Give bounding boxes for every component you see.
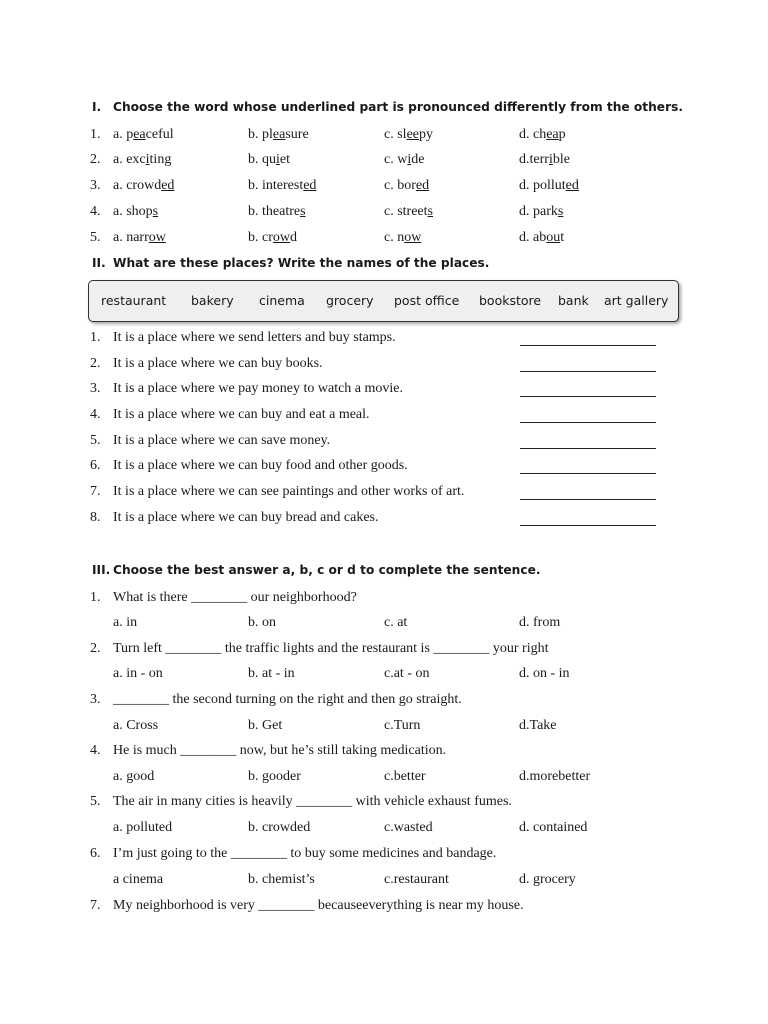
option-text: c. n — [384, 230, 405, 245]
option — [248, 230, 297, 246]
option — [113, 204, 158, 220]
item-number: 5. — [90, 433, 101, 448]
item-number: 6. — [90, 458, 101, 473]
option — [248, 178, 316, 194]
option-text: a. narr — [113, 230, 149, 245]
option-text: py — [419, 127, 433, 142]
option-text: b. cr — [248, 230, 273, 245]
underlined-part: ow — [148, 230, 166, 245]
option: d. grocery — [519, 872, 576, 887]
underlined-part: ea — [272, 127, 286, 142]
option — [113, 152, 171, 168]
option: d. on - in — [519, 666, 570, 681]
option — [113, 230, 166, 246]
question-text: The air in many cities is heavily ________ with vehicle exhaust fumes. — [113, 794, 512, 809]
option: b. gooder — [248, 769, 301, 784]
word-bank-item: restaurant — [101, 293, 167, 308]
option-text: de — [411, 152, 425, 167]
question-text: I’m just going to the ________ to buy some medicines and bandage. — [113, 846, 497, 861]
option — [248, 204, 306, 220]
underlined-part: i — [548, 152, 553, 167]
option: d.morebetter — [519, 769, 591, 784]
option-text: c. bor — [384, 178, 416, 193]
option — [519, 127, 566, 143]
underlined-part: ow — [404, 230, 422, 245]
option — [384, 127, 433, 143]
option-text: t — [560, 230, 565, 245]
word-bank-item: bank — [558, 293, 589, 308]
section-number: III. — [92, 563, 111, 577]
option: a. in - on — [113, 666, 163, 681]
item-number: 2. — [90, 641, 101, 656]
option-text: b. theatre — [248, 204, 301, 219]
item-number: 8. — [90, 510, 101, 525]
answer-blank — [520, 525, 656, 526]
section-title: Choose the word whose underlined part is pronounced differently from the others. — [113, 100, 683, 114]
underlined-part: ed — [303, 178, 317, 193]
option-text: a. shop — [113, 204, 153, 219]
question-text: Turn left ________ the traffic lights and the restaurant is ________ your right — [113, 641, 549, 656]
answer-blank — [520, 371, 656, 372]
item-number: 6. — [90, 846, 101, 861]
item-number: 5. — [90, 794, 101, 809]
option — [384, 230, 421, 246]
option-text: c. sl — [384, 127, 407, 142]
option: c. at — [384, 615, 408, 630]
option-text: d.terr — [519, 152, 549, 167]
option: a cinema — [113, 872, 164, 887]
option: d.Take — [519, 718, 557, 733]
underlined-part: ea — [546, 127, 559, 142]
option-text: a. exc — [113, 152, 146, 167]
underlined-part: s — [557, 204, 564, 219]
item-number: 4. — [90, 204, 101, 219]
underlined-part: i — [276, 152, 280, 167]
question-text: It is a place where we send letters and buy stamps. — [113, 330, 396, 345]
underlined-part: s — [427, 204, 433, 219]
option-text: c. w — [384, 152, 408, 167]
answer-blank — [520, 422, 656, 423]
answer-blank — [520, 473, 656, 474]
option-text: a. p — [113, 127, 134, 142]
option-text: d. ab — [519, 230, 547, 245]
option-text: b. pl — [248, 127, 273, 142]
question-text: My neighborhood is very ________ becauseeverything is near my house. — [113, 898, 524, 913]
option-text: b. interest — [248, 178, 304, 193]
underlined-part: i — [145, 152, 150, 167]
option: a. in — [113, 615, 138, 630]
underlined-part: ed — [415, 178, 430, 193]
option: a. polluted — [113, 820, 173, 835]
underlined-part: ee — [406, 127, 419, 142]
option — [519, 204, 563, 220]
underlined-part: ow — [272, 230, 291, 245]
option: c.better — [384, 769, 426, 784]
item-number: 3. — [90, 178, 101, 193]
question-text: What is there ________ our neighborhood? — [113, 590, 357, 605]
option: b. Get — [248, 718, 283, 733]
option — [384, 178, 429, 194]
item-number: 2. — [90, 356, 101, 371]
item-number: 7. — [90, 898, 101, 913]
option-text: d. ch — [519, 127, 547, 142]
option — [519, 230, 564, 246]
option-text: b. qu — [248, 152, 276, 167]
option — [248, 127, 309, 143]
underlined-part: ed — [161, 178, 175, 193]
option: c.wasted — [384, 820, 433, 835]
option: a. Cross — [113, 718, 159, 733]
section-number: I. — [92, 100, 102, 114]
question-text: ________ the second turning on the right and then go straight. — [113, 692, 462, 707]
answer-blank — [520, 345, 656, 346]
option-text: d. park — [519, 204, 558, 219]
question-text: It is a place where we can buy bread and cakes. — [113, 510, 379, 525]
option — [113, 127, 174, 143]
option-text: sure — [285, 127, 309, 142]
option: d. from — [519, 615, 561, 630]
section-number: II. — [92, 256, 106, 270]
question-text: It is a place where we can buy and eat a meal. — [113, 407, 370, 422]
option — [113, 178, 174, 194]
underlined-part: ed — [565, 178, 579, 193]
option-text: ceful — [145, 127, 174, 142]
option-text: ble — [552, 152, 570, 167]
question-text: It is a place where we can see paintings and other works of art. — [113, 484, 465, 499]
option: c.at - on — [384, 666, 430, 681]
option: a. good — [113, 769, 155, 784]
option — [519, 152, 570, 168]
underlined-part: ou — [546, 230, 561, 245]
item-number: 4. — [90, 743, 101, 758]
item-number: 5. — [90, 230, 101, 245]
item-number: 3. — [90, 692, 101, 707]
item-number: 7. — [90, 484, 101, 499]
underlined-part: s — [152, 204, 159, 219]
item-number: 2. — [90, 152, 101, 167]
option: b. at - in — [248, 666, 295, 681]
underlined-part: ea — [133, 127, 146, 142]
option — [384, 204, 433, 220]
section-title: Choose the best answer a, b, c or d to complete the sentence. — [113, 563, 541, 577]
word-bank-item: grocery — [326, 293, 374, 308]
word-bank-item: bookstore — [479, 293, 542, 308]
question-text: It is a place where we can buy food and other goods. — [113, 458, 408, 473]
item-number: 4. — [90, 407, 101, 422]
word-bank — [88, 280, 679, 322]
underlined-part: s — [300, 204, 306, 219]
answer-blank — [520, 448, 656, 449]
option-text: ting — [149, 152, 172, 167]
option: b. chemist’s — [248, 872, 315, 887]
word-bank-item: cinema — [259, 293, 305, 308]
question-text: He is much ________ now, but he’s still taking medication. — [113, 743, 447, 758]
option-text: et — [279, 152, 290, 167]
question-text: It is a place where we pay money to watch a movie. — [113, 381, 404, 396]
option: b. crowded — [248, 820, 311, 835]
item-number: 3. — [90, 381, 101, 396]
section-title: What are these places? Write the names of the places. — [113, 256, 490, 270]
answer-blank — [520, 396, 656, 397]
underlined-part: i — [407, 152, 412, 167]
option-text: c. street — [384, 204, 428, 219]
option-text: a. crowd — [113, 178, 162, 193]
answer-blank — [520, 499, 656, 500]
item-number: 1. — [90, 330, 101, 345]
word-bank-item: post office — [394, 293, 460, 308]
option: d. contained — [519, 820, 588, 835]
option — [384, 152, 424, 168]
question-text: It is a place where we can save money. — [113, 433, 331, 448]
option: c.Turn — [384, 718, 421, 733]
option-text: d. pollut — [519, 178, 566, 193]
item-number: 1. — [90, 127, 101, 142]
question-text: It is a place where we can buy books. — [113, 356, 323, 371]
word-bank-item: art gallery — [604, 293, 669, 308]
item-number: 1. — [90, 590, 101, 605]
option — [248, 152, 290, 168]
option: b. on — [248, 615, 276, 630]
option-text: p — [558, 127, 566, 142]
option: c.restaurant — [384, 872, 449, 887]
option — [519, 178, 579, 194]
option-text: d — [290, 230, 298, 245]
word-bank-item: bakery — [191, 293, 234, 308]
